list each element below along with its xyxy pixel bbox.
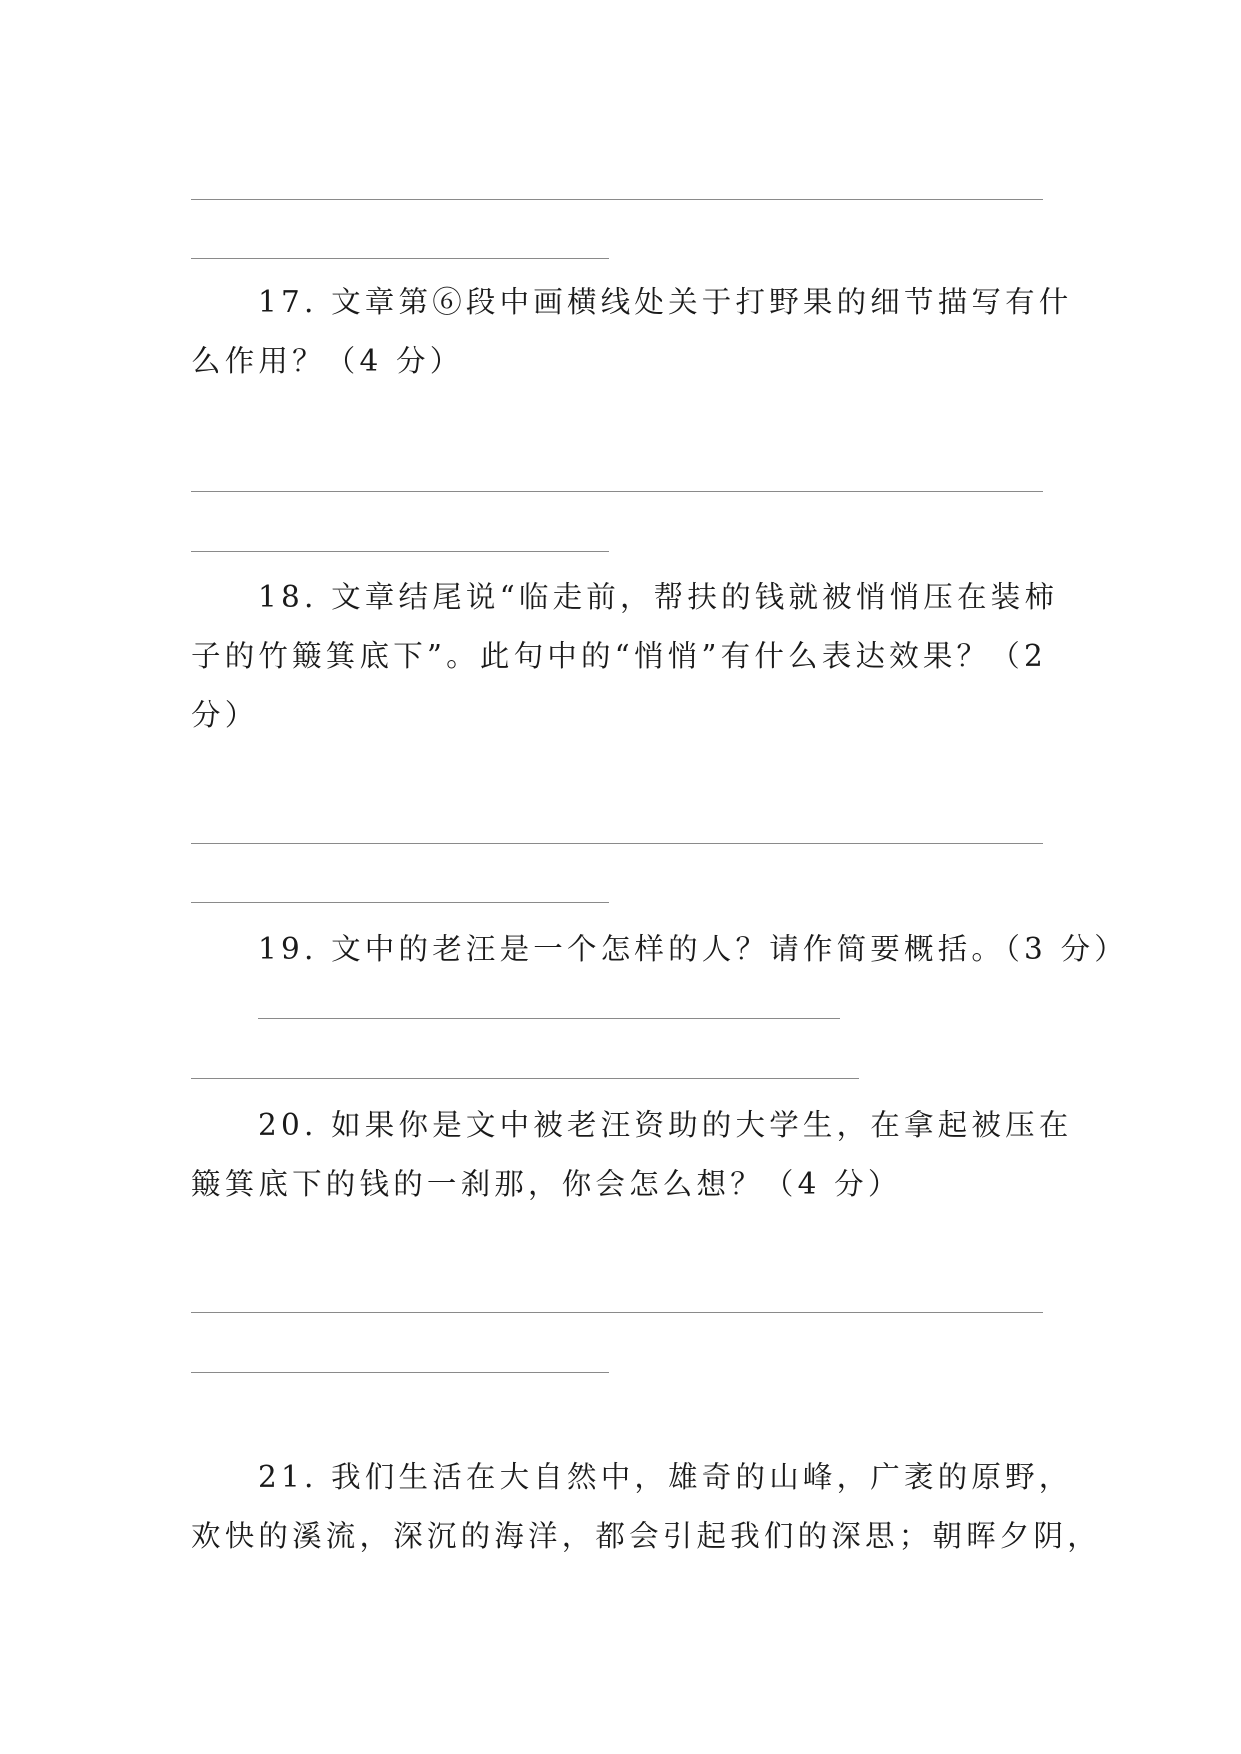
answer-line: [191, 199, 1043, 200]
answer-line: [191, 1078, 859, 1079]
answer-line: [191, 902, 609, 903]
question-21-line-1: 21. 我们生活在大自然中，雄奇的山峰，广袤的原野，: [258, 1460, 1073, 1494]
question-20-line-1: 20. 如果你是文中被老汪资助的大学生，在拿起被压在: [258, 1108, 1073, 1142]
question-17-line-2: 么作用？（4 分）: [191, 344, 464, 378]
question-21-line-2: 欢快的溪流，深沉的海洋，都会引起我们的深思；朝晖夕阴，: [191, 1519, 1101, 1553]
answer-line: [191, 1372, 609, 1373]
answer-line: [258, 1018, 840, 1019]
question-18-line-2: 子的竹簸箕底下”。此句中的“悄悄”有什么表达效果？（2: [191, 639, 1047, 673]
answer-line: [191, 1312, 1043, 1313]
question-18-line-3: 分）: [191, 698, 259, 732]
question-17-line-1: 17. 文章第⑥段中画横线处关于打野果的细节描写有什: [258, 285, 1073, 319]
answer-line: [191, 551, 609, 552]
answer-line: [191, 843, 1043, 844]
answer-line: [191, 258, 609, 259]
question-18-line-1: 18. 文章结尾说“临走前，帮扶的钱就被悄悄压在装柿: [258, 580, 1059, 614]
question-19-line-1: 19. 文中的老汪是一个怎样的人？请作简要概括。（3 分）: [258, 932, 1128, 966]
answer-line: [191, 491, 1043, 492]
question-20-line-2: 簸箕底下的钱的一刹那，你会怎么想？（4 分）: [191, 1167, 902, 1201]
